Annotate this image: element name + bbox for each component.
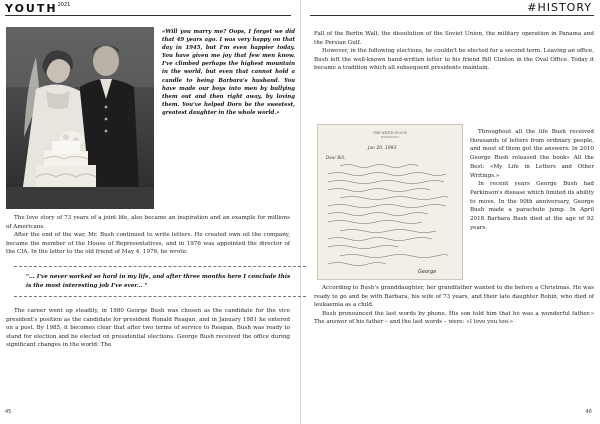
love-letter-quote: «Will you marry me? Oops, I forget we did that 49 years ago. I was very happy on that day in 1945, but I'm even happier today. You have given me joy that few men know. I've climbed perhaps the highest mountain in the world, but even that cannot hold a candle to being Barbara's husband. You have made our boys into men by bullying them out and then right away, by loving them. You've helped Doro be the sweetest, greatest daughter in the whole world.» xyxy=(162,29,295,116)
letterhead: THE WHITE HOUSE xyxy=(373,131,407,135)
right-page-closing xyxy=(314,284,594,327)
left-paragraph-1: The love story of 73 years of a joint life, also became an inspiration and an example for millions of Americans. xyxy=(6,215,290,230)
side-paragraph-2: In recent years George Bush had Parkinson's disease which limited its ability to move. In the 90th anniversary, George Bush made a parachute jump. In April 2018 Barbara Bush died at the age of 92 years. xyxy=(470,181,594,231)
side-paragraph-1: Throughout all the life Bush received thousands of letters from ordinary people, and most of them got the answers. In 2010 George Bush released the book« All the Best: «My Life in Letters and Other Writings.» xyxy=(470,129,594,179)
letter-date: Jan 20, 1993 xyxy=(368,146,397,151)
header-rule-left xyxy=(5,15,291,16)
left-paragraph-2: After the end of the war, Mr. Bush continued to write letters. He created own oil the company, became the member of the House of Representatives, and in 1976 was appointed the director of the CIA. In the letter to the old friend of May 4, 1976, he wrote: xyxy=(6,232,290,255)
brand-year: 2021 xyxy=(57,2,71,8)
letter-greeting: Dear Bill, xyxy=(326,155,346,160)
right-page-intro xyxy=(314,30,594,73)
right-paragraph-2: However, in the following elections, he couldn't be elected for a second term. Leaving an office, Bush left the well-known hand-written letter to his friend Bill Clinton in the Oval Office. Today it became a tradition which all subsequent presidents maintain. xyxy=(314,48,594,71)
letter-signature: George xyxy=(418,269,437,275)
left-page-continued xyxy=(6,307,290,350)
letterhead-sub: WASHINGTON xyxy=(380,136,400,139)
page-number-left: 45 xyxy=(5,409,12,415)
left-paragraph-3: The career went up steadily, in 1980 George Bush was chosen as the candidate for the vice president's position as the candidate for president Ronald Reagan, and in January 1981 he entered on a post. By 1985, it becomes clear that after two terms of service to Reagan, Bush was ready to stand for election and be elected on presidential elections. George Bush received the office during significant changes in the world: The xyxy=(6,308,290,348)
page-gutter xyxy=(300,0,301,424)
magazine-brand xyxy=(5,2,70,15)
page-number-right: 46 xyxy=(585,409,592,415)
brand-title: YOUTH xyxy=(5,2,58,15)
right-side-column xyxy=(470,128,594,232)
right-paragraph-1: Fall of the Berlin Wall, the dissolution of the Soviet Union, the military operation in Panama and the Persian Gulf. xyxy=(314,31,594,46)
right-paragraph-3: According to Bush's granddaughter, her grandfather wanted to die before a Christmas. He was ready to go and be with Barbara, his wife of 73 years, and their late daughter Robin, who died of leukaemia as a child. xyxy=(314,285,594,308)
handwritten-letter-image xyxy=(317,124,463,280)
handwriting-scribbles xyxy=(328,165,448,266)
pull-quote xyxy=(14,266,306,297)
header-rule-right xyxy=(310,15,594,16)
pull-quote-text: "... I've never worked so hard in my life, and after three months here I conclude this is the most interesting job I've ever... " xyxy=(26,274,291,289)
section-tag: #HISTORY xyxy=(527,1,592,14)
wedding-photo xyxy=(6,27,154,209)
right-paragraph-4: Bush pronounced the last words by phone. His son told him that he was a wonderful father.» The answer of his father – and the last words – were: «I love you too.» xyxy=(314,310,594,325)
left-page-intro xyxy=(6,214,290,257)
